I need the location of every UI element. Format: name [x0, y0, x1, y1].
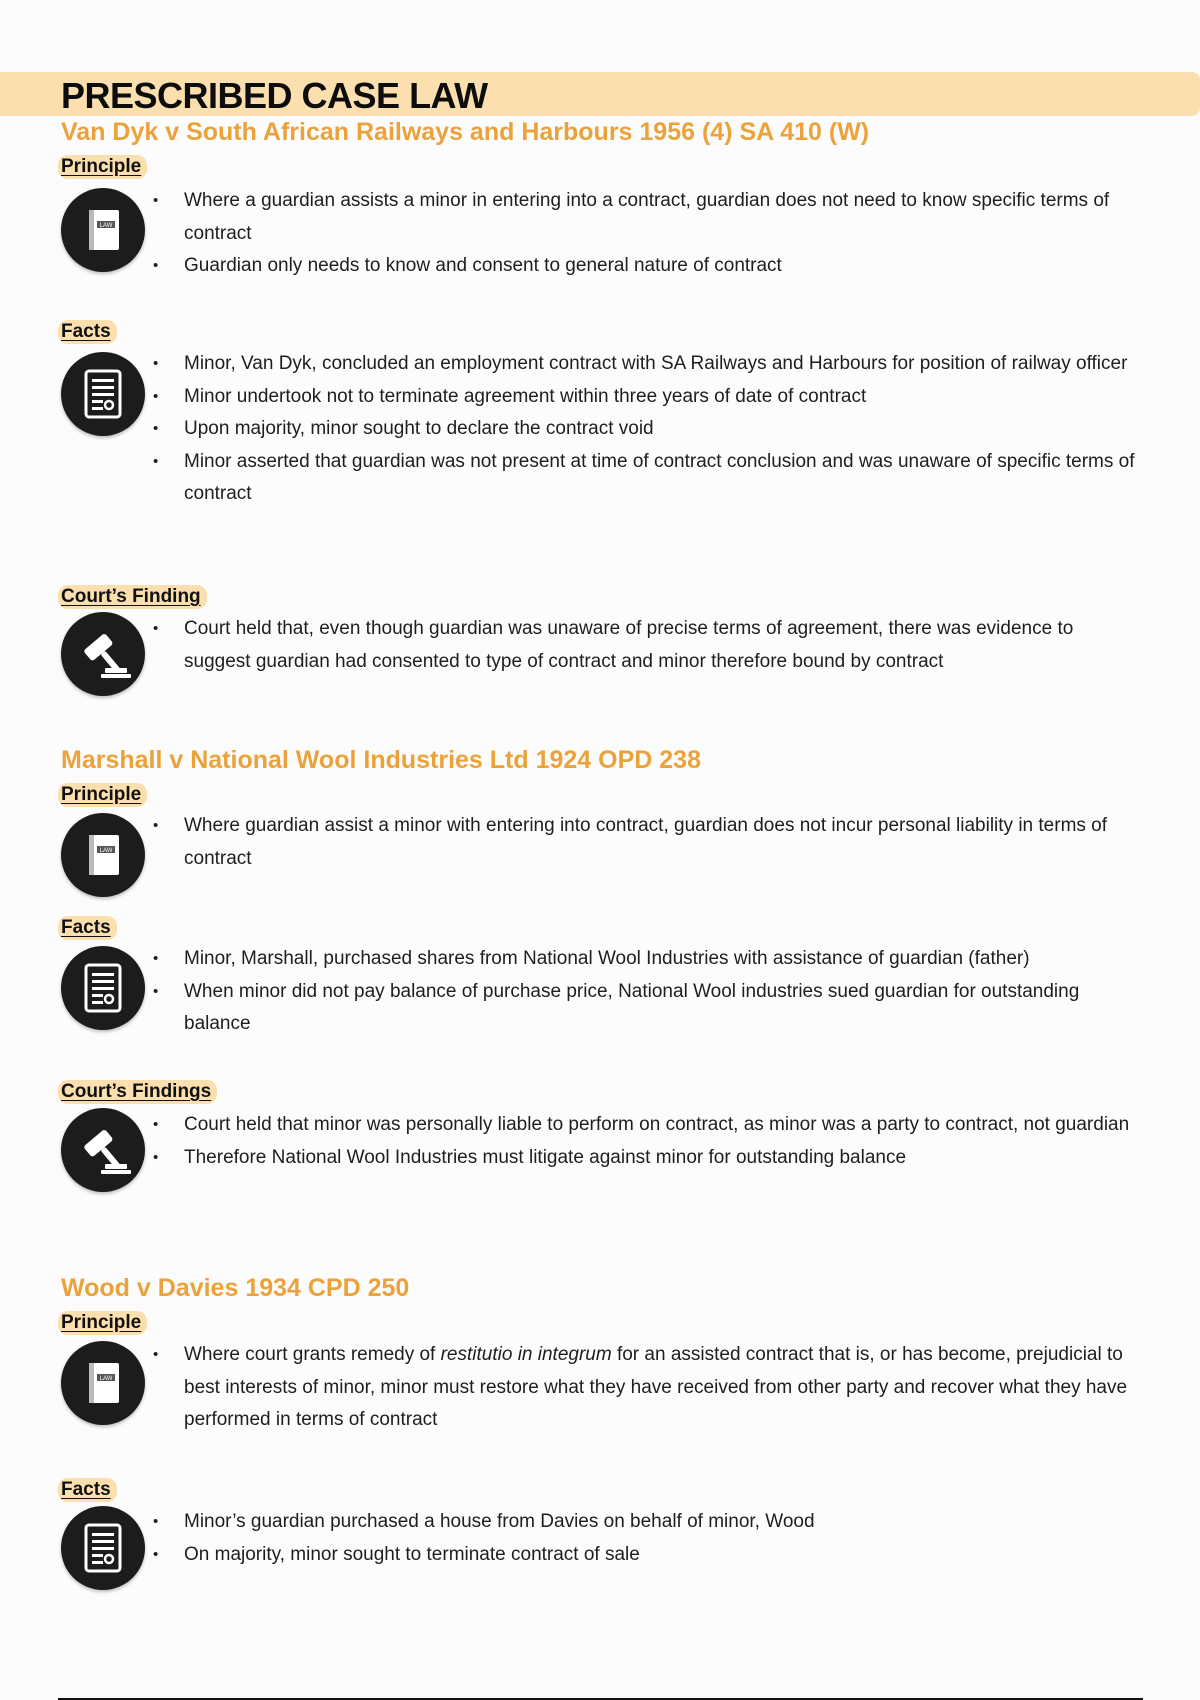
svg-text:LAW: LAW: [99, 223, 113, 229]
finding-label: Court’s Findings: [58, 1080, 217, 1104]
list-item: • Minor’s guardian purchased a house from Davies on behalf of minor, Wood: [150, 1506, 1140, 1539]
list-item: • Minor, Marshall, purchased shares from National Wool Industries with assistance of guardian (father): [150, 943, 1140, 976]
latin-term: restitutio in integrum: [440, 1344, 612, 1365]
case-title: Marshall v National Wool Industries Ltd 1924 OPD 238: [61, 746, 701, 774]
list-item: • Minor, Van Dyk, concluded an employment contract with SA Railways and Harbours for position of railway officer: [150, 348, 1140, 381]
principle-label: Principle: [58, 783, 147, 807]
facts-label: Facts: [58, 320, 117, 344]
facts-label: Facts: [58, 916, 117, 940]
list-item: • Upon majority, minor sought to declare the contract void: [150, 413, 1140, 446]
svg-text:LAW: LAW: [99, 848, 113, 854]
finding-list: [150, 1109, 1140, 1174]
list-item: • Court held that, even though guardian was unaware of precise terms of agreement, there was evidence to suggest guardian had consented to type of contract and minor therefore bound by contract: [150, 613, 1140, 678]
facts-list: [150, 348, 1140, 511]
law-book-icon: [61, 188, 145, 272]
facts-label: Facts: [58, 1478, 117, 1502]
principle-list: [150, 1339, 1140, 1437]
case-title: Wood v Davies 1934 CPD 250: [61, 1274, 410, 1302]
list-item: • Guardian only needs to know and consent to general nature of contract: [150, 250, 1140, 283]
list-item: • Court held that minor was personally liable to perform on contract, as minor was a party to contract, not guardian: [150, 1109, 1140, 1142]
list-item: [150, 1339, 1140, 1437]
list-item: • Minor asserted that guardian was not present at time of contract conclusion and was unaware of specific terms of contract: [150, 446, 1140, 511]
principle-list: [150, 810, 1140, 875]
list-item: • When minor did not pay balance of purchase price, National Wool industries sued guardian for outstanding balance: [150, 976, 1140, 1041]
svg-text:LAW: LAW: [99, 1376, 113, 1382]
facts-list: [150, 1506, 1140, 1571]
list-item: • Minor undertook not to terminate agreement within three years of date of contract: [150, 381, 1140, 414]
finding-label: Court’s Finding: [58, 585, 207, 609]
list-item: • On majority, minor sought to terminate contract of sale: [150, 1539, 1140, 1572]
facts-list: [150, 943, 1140, 1041]
list-item: • Where guardian assist a minor with entering into contract, guardian does not incur personal liability in terms of contract: [150, 810, 1140, 875]
case-title: Van Dyk v South African Railways and Harbours 1956 (4) SA 410 (W): [61, 118, 870, 146]
law-book-icon: [61, 1341, 145, 1425]
document-icon: [61, 1506, 145, 1590]
page-title: PRESCRIBED CASE LAW: [61, 75, 488, 116]
principle-label: Principle: [58, 155, 147, 179]
gavel-icon: [61, 612, 145, 696]
text-run: Where court grants remedy of: [184, 1344, 441, 1365]
text-run: for an assisted contract that is, or has become, prejudicial to best interests of minor, minor must restore what they have received from other party and recover what they have performed in terms of contract: [184, 1344, 1128, 1430]
law-book-icon: [61, 813, 145, 897]
principle-list: [150, 185, 1140, 283]
finding-list: [150, 613, 1140, 678]
principle-label: Principle: [58, 1311, 147, 1335]
list-item: • Therefore National Wool Industries must litigate against minor for outstanding balance: [150, 1142, 1140, 1175]
document-icon: [61, 352, 145, 436]
gavel-icon: [61, 1108, 145, 1192]
list-item: • Where a guardian assists a minor in entering into a contract, guardian does not need to know specific terms of contract: [150, 185, 1140, 250]
document-icon: [61, 946, 145, 1030]
